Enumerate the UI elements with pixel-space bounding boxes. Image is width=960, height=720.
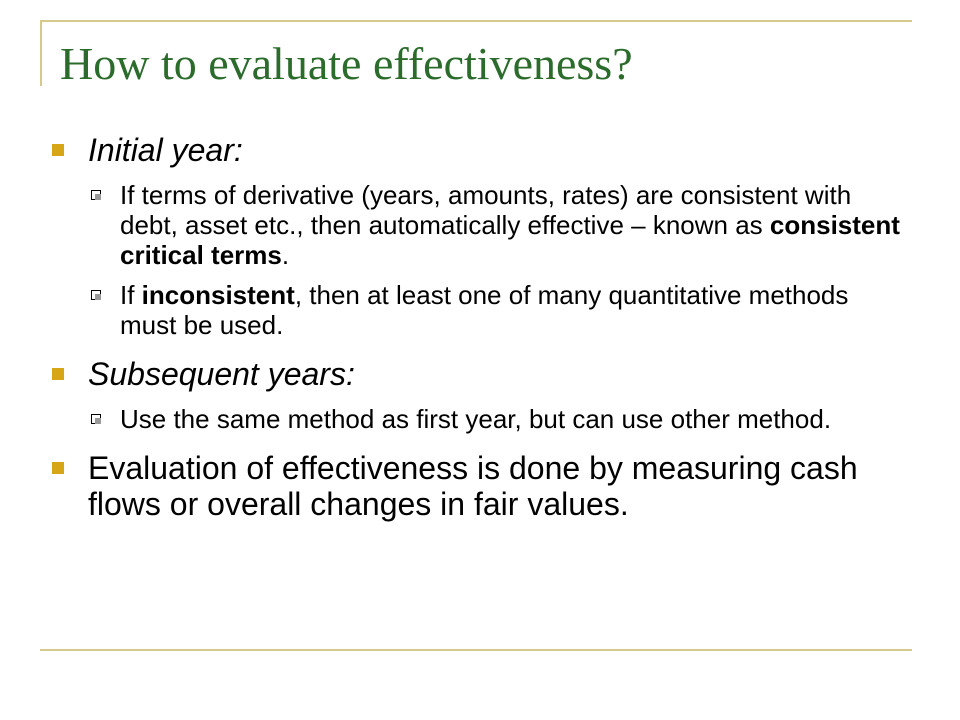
sub-bullet-inconsistent: [50, 280, 910, 340]
square-bullet-icon: [52, 462, 64, 474]
sub-bullet-text: Use the same method as first year, but can use other method.: [120, 404, 832, 434]
bullet-label: Subsequent years:: [88, 356, 355, 392]
sub-bullet-text-bold: consistent critical terms: [120, 210, 900, 270]
sub-bullet-same-method: [50, 404, 910, 434]
checkbox-bullet-icon: [91, 290, 101, 300]
checkbox-bullet-icon: [91, 190, 101, 200]
slide-content: [50, 120, 910, 522]
frame-bottom-line: [40, 649, 912, 651]
bullet-initial-year: [50, 132, 910, 168]
frame-left-line: [40, 20, 42, 86]
sub-bullet-consistent-terms: [50, 180, 910, 270]
sub-bullet-text-post: , then at least one of many quantitative methods must be used.: [120, 280, 849, 340]
sub-bullet-text-bold: inconsistent: [141, 280, 295, 310]
square-bullet-icon: [52, 144, 64, 156]
frame-top-line: [40, 20, 912, 22]
sub-bullet-text-post: .: [281, 240, 290, 270]
sub-bullet-text: [120, 280, 910, 340]
square-bullet-icon: [52, 368, 64, 380]
checkbox-bullet-icon: [91, 414, 101, 424]
sub-bullet-text-pre: If terms of derivative (years, amounts, rates) are consistent with debt, asset etc., then automatically effective – known as: [120, 180, 852, 240]
sub-bullet-text: [120, 180, 910, 270]
sub-bullet-text-pre: If: [120, 280, 142, 310]
slide-title: How to evaluate effectiveness?: [60, 38, 633, 89]
bullet-label: Evaluation of effectiveness is done by measuring cash flows or overall changes in fair values.: [88, 450, 858, 522]
bullet-subsequent-years: [50, 356, 910, 392]
bullet-label: Initial year:: [88, 132, 243, 168]
bullet-evaluation: [50, 450, 910, 522]
